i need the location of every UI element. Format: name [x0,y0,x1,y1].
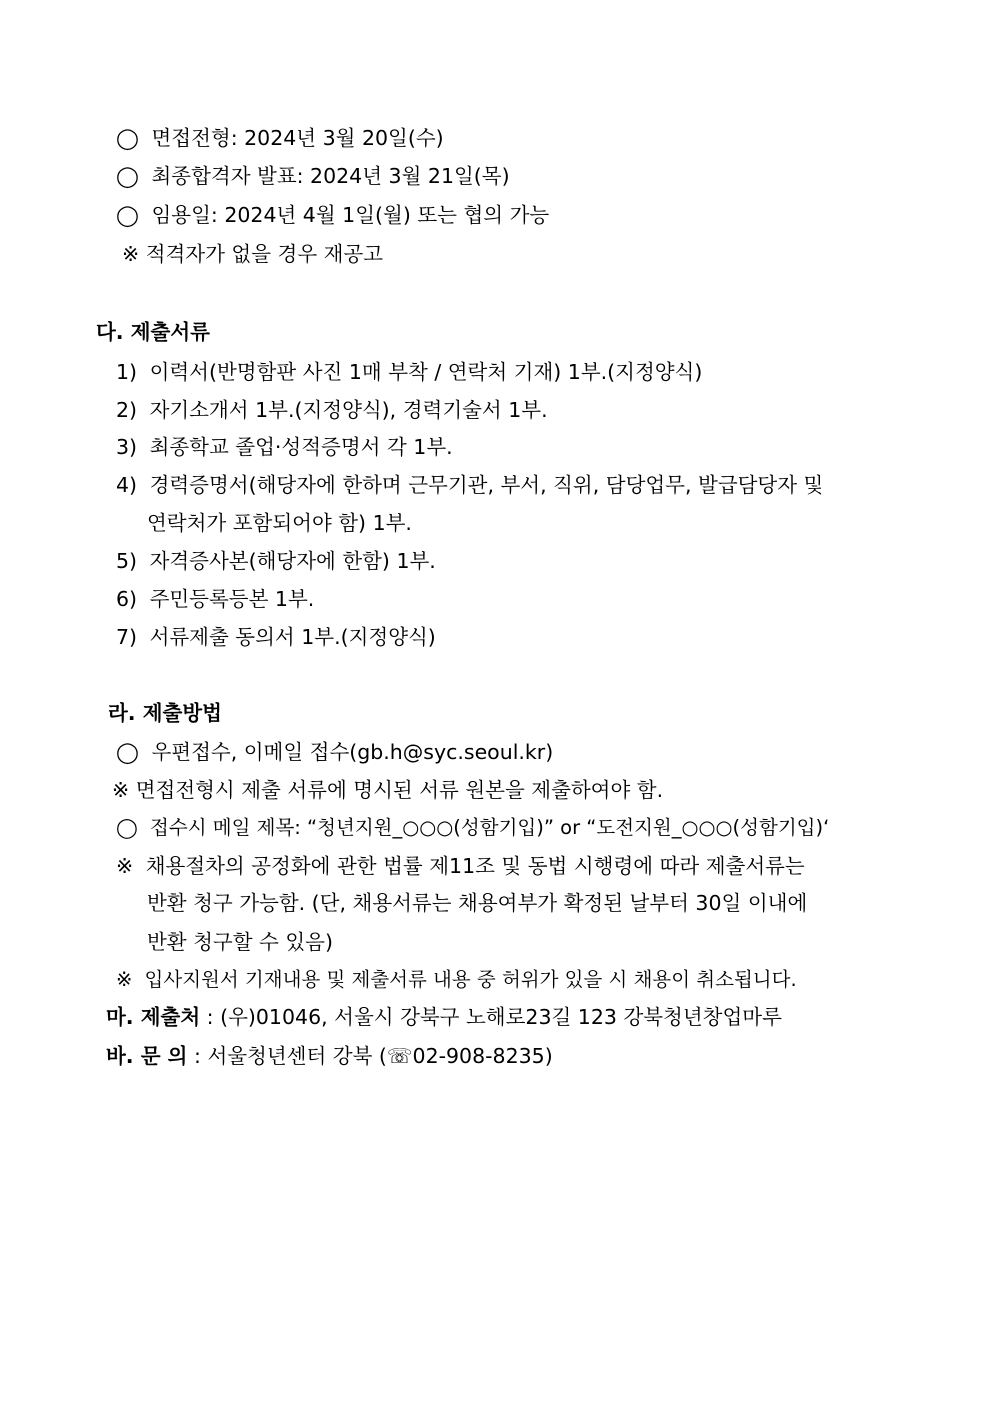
list-text: 이력서(반명함판 사진 1매 부착 / 연락처 기재) 1부.(지정양식) [149,360,703,384]
list-text: 자기소개서 1부.(지정양식), 경력기술서 1부. [149,398,548,422]
inquiry-label: 바. 문 의 [106,1044,188,1068]
method-text: 우편접수, 이메일 접수(gb.h@syc.seoul.kr) [151,740,554,764]
inquiry-line [106,1042,553,1070]
circle-bullet-icon: ◯ [116,126,139,150]
note-text: 면접전형시 제출 서류에 명시된 서류 원본을 제출하여야 함. [135,778,664,802]
method-heading: 라. 제출방법 [108,701,222,725]
document-item-3 [116,433,453,461]
submit-to-line [106,1003,782,1031]
circle-bullet-icon: ◯ [116,816,138,839]
label-separator: : [200,1005,221,1029]
label-separator: : [187,1044,208,1068]
list-number: 3) [116,435,138,459]
document-item-1 [116,358,702,386]
document-item-5 [116,547,436,575]
method-note-originals [112,776,663,804]
document-item-2 [116,396,548,424]
reference-mark-icon: ※ [112,778,130,802]
schedule-note: ※ 적격자가 없을 경우 재공고 [122,242,384,266]
list-text: 최종학교 졸업·성적증명서 각 1부. [149,435,453,459]
schedule-item-start-date [116,201,549,229]
circle-bullet-icon: ◯ [116,164,139,188]
method-item-submission [116,738,553,766]
reference-mark-icon: ※ [116,968,133,991]
schedule-item-final-announcement [116,162,510,190]
submit-to-address: (우)01046, 서울시 강북구 노해로23길 123 강북청년창업마루 [220,1005,782,1029]
list-number: 4) [116,473,138,497]
method-note-return-line3: 반환 청구할 수 있음) [147,930,333,954]
documents-heading: 다. 제출서류 [96,320,210,344]
circle-bullet-icon: ◯ [116,203,139,227]
note-text: 입사지원서 기재내용 및 제출서류 내용 중 허위가 있을 시 채용이 취소됩니다. [144,968,797,991]
reference-mark-icon: ※ [116,854,134,878]
list-number: 2) [116,398,138,422]
method-note-return-line2: 반환 청구 가능함. (단, 채용서류는 채용여부가 확정된 날부터 30일 이내에 [147,891,808,915]
list-number: 6) [116,587,138,611]
note-text: 채용절차의 공정화에 관한 법률 제11조 및 동법 시행령에 따라 제출서류는 [145,854,805,878]
schedule-text: 최종합격자 발표: 2024년 3월 21일(목) [151,164,510,188]
document-item-4 [116,471,823,499]
schedule-text: 면접전형: 2024년 3월 20일(수) [151,126,444,150]
method-item-mail-subject [116,814,829,842]
list-text: 경력증명서(해당자에 한하며 근무기관, 부서, 직위, 담당업무, 발급담당자 및 [149,473,824,497]
document-item-6 [116,585,314,613]
list-number: 7) [116,625,138,649]
inquiry-contact: 서울청년센터 강북 (☏02-908-8235) [207,1044,553,1068]
list-number: 1) [116,360,138,384]
list-text: 서류제출 동의서 1부.(지정양식) [149,625,436,649]
document-item-7 [116,623,436,651]
schedule-item-interview [116,124,444,152]
schedule-text: 임용일: 2024년 4월 1일(월) 또는 협의 가능 [151,203,550,227]
method-text: 접수시 메일 제목: “청년지원_○○○(성함기입)” or “도전지원_○○○(성함기입)‘ [150,816,830,839]
list-text: 자격증사본(해당자에 한함) 1부. [149,549,436,573]
document-item-4-continuation: 연락처가 포함되어야 함) 1부. [147,511,412,535]
circle-bullet-icon: ◯ [116,740,139,764]
list-text: 주민등록등본 1부. [149,587,315,611]
list-number: 5) [116,549,138,573]
submit-to-label: 마. 제출처 [106,1005,201,1029]
method-note-return [116,852,805,880]
method-note-false-info [116,966,797,994]
